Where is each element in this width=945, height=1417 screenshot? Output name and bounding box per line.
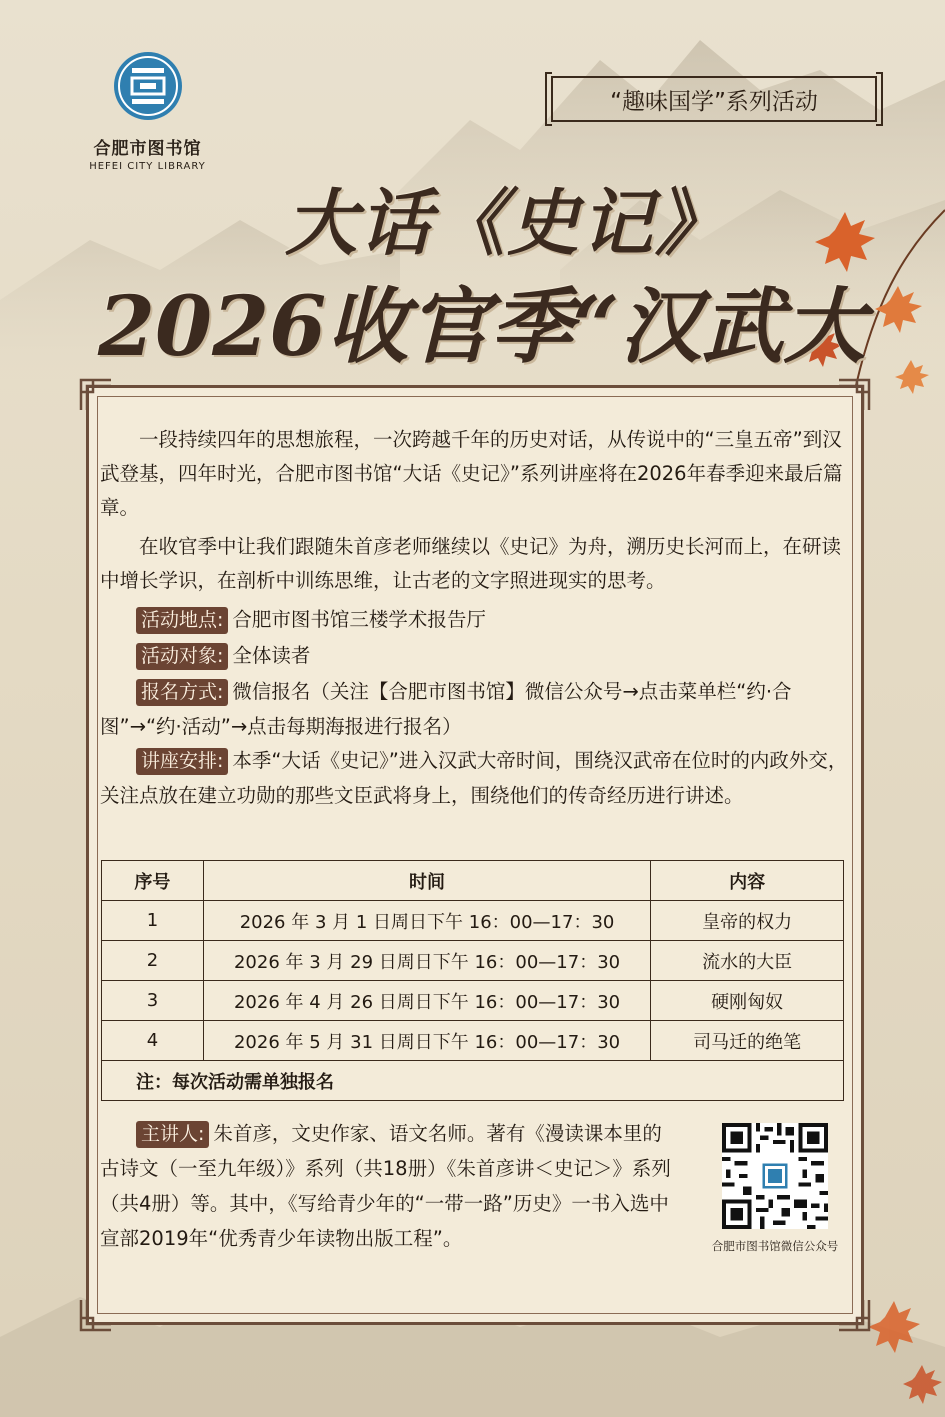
intro-paragraph-2: 在收官季中让我们跟随朱首彦老师继续以《史记》为舟，溯历史长河而上，在研读中增长学识，在剖析中训练思维，让古老的文字照进现实的思考。 (100, 535, 842, 592)
table-cell-topic: 硬刚匈奴 (651, 981, 844, 1021)
table-cell-number: 1 (102, 901, 204, 941)
corner-ornament-icon (837, 378, 871, 412)
audience-value: 全体读者 (232, 644, 311, 667)
speaker-section (100, 1116, 680, 1256)
table-cell-time: 2026 年 3 月 1 日周日下午 16：00—17：30 (203, 901, 650, 941)
column-header: 时间 (203, 861, 650, 901)
table-row (102, 941, 844, 981)
wechat-qr-code (722, 1123, 828, 1229)
table-note: 注：每次活动需单独报名 (102, 1061, 844, 1101)
table-cell-time: 2026 年 3 月 29 日周日下午 16：00—17：30 (203, 941, 650, 981)
library-emblem-icon (112, 50, 184, 122)
venue-row (100, 602, 848, 637)
table-cell-topic: 皇帝的权力 (651, 901, 844, 941)
corner-ornament-icon (837, 1298, 871, 1332)
table-cell-time: 2026 年 5 月 31 日周日下午 16：00—17：30 (203, 1021, 650, 1061)
corner-ornament-icon (79, 378, 113, 412)
speaker-tag: 主讲人: (136, 1121, 209, 1148)
table-row (102, 981, 844, 1021)
table-cell-time: 2026 年 4 月 26 日周日下午 16：00—17：30 (203, 981, 650, 1021)
signup-row (100, 674, 848, 744)
speaker-bio: 朱首彦，文史作家、语文名师。著有《漫读课本里的古诗文（一至九年级）》系列（共18册）《朱首彦讲＜史记＞》系列（共4册）等。其中，《写给青少年的“一带一路”历史》一书入选中宣部2019年“优秀青少年读物出版工程”。 (100, 1122, 671, 1250)
signup-tag: 报名方式: (136, 679, 228, 706)
series-label: “趣味国学”系列活动 (551, 76, 877, 122)
library-logo (80, 50, 215, 172)
table-row (102, 1021, 844, 1061)
table-note-row (102, 1061, 844, 1101)
schedule-tag: 讲座安排: (136, 748, 228, 775)
venue-tag: 活动地点: (136, 607, 228, 634)
table-cell-number: 2 (102, 941, 204, 981)
schedule-table (101, 860, 844, 1101)
library-name-en: HEFEI CITY LIBRARY (89, 161, 206, 172)
schedule-value: 本季“大话《史记》”进入汉武大帝时间，围绕汉武帝在位时的内政外交，关注点放在建立功勋的那些文臣武将身上，围绕他们的传奇经历进行讲述。 (100, 749, 848, 807)
audience-tag: 活动对象: (136, 643, 228, 670)
audience-row (100, 638, 848, 673)
qr-caption: 合肥市图书馆微信公众号 (711, 1239, 839, 1253)
table-header-row (102, 861, 844, 901)
venue-value: 合肥市图书馆三楼学术报告厅 (232, 608, 486, 631)
schedule-row (100, 743, 848, 813)
column-header: 内容 (651, 861, 844, 901)
table-cell-topic: 司马迁的绝笔 (651, 1021, 844, 1061)
sub-title: 2026收官季“汉武大 (98, 279, 866, 375)
table-row (102, 901, 844, 941)
signup-value: 微信报名（关注【合肥市图书馆】微信公众号→点击菜单栏“约·合图”→“约·活动”→点击每期海报进行报名） (100, 680, 792, 738)
library-name-cn: 合肥市图书馆 (93, 139, 202, 159)
table-cell-number: 4 (102, 1021, 204, 1061)
intro-paragraph-1: 一段持续四年的思想旅程，一次跨越千年的历史对话，从传说中的“三皇五帝”到汉武登基，四年时光，合肥市图书馆“大话《史记》”系列讲座将在2026年春季迎来最后篇章。 (100, 428, 843, 519)
main-title: 大话《史记》 (285, 180, 730, 265)
table-cell-number: 3 (102, 981, 204, 1021)
column-header: 序号 (102, 861, 204, 901)
corner-ornament-icon (79, 1298, 113, 1332)
table-cell-topic: 流水的大臣 (651, 941, 844, 981)
